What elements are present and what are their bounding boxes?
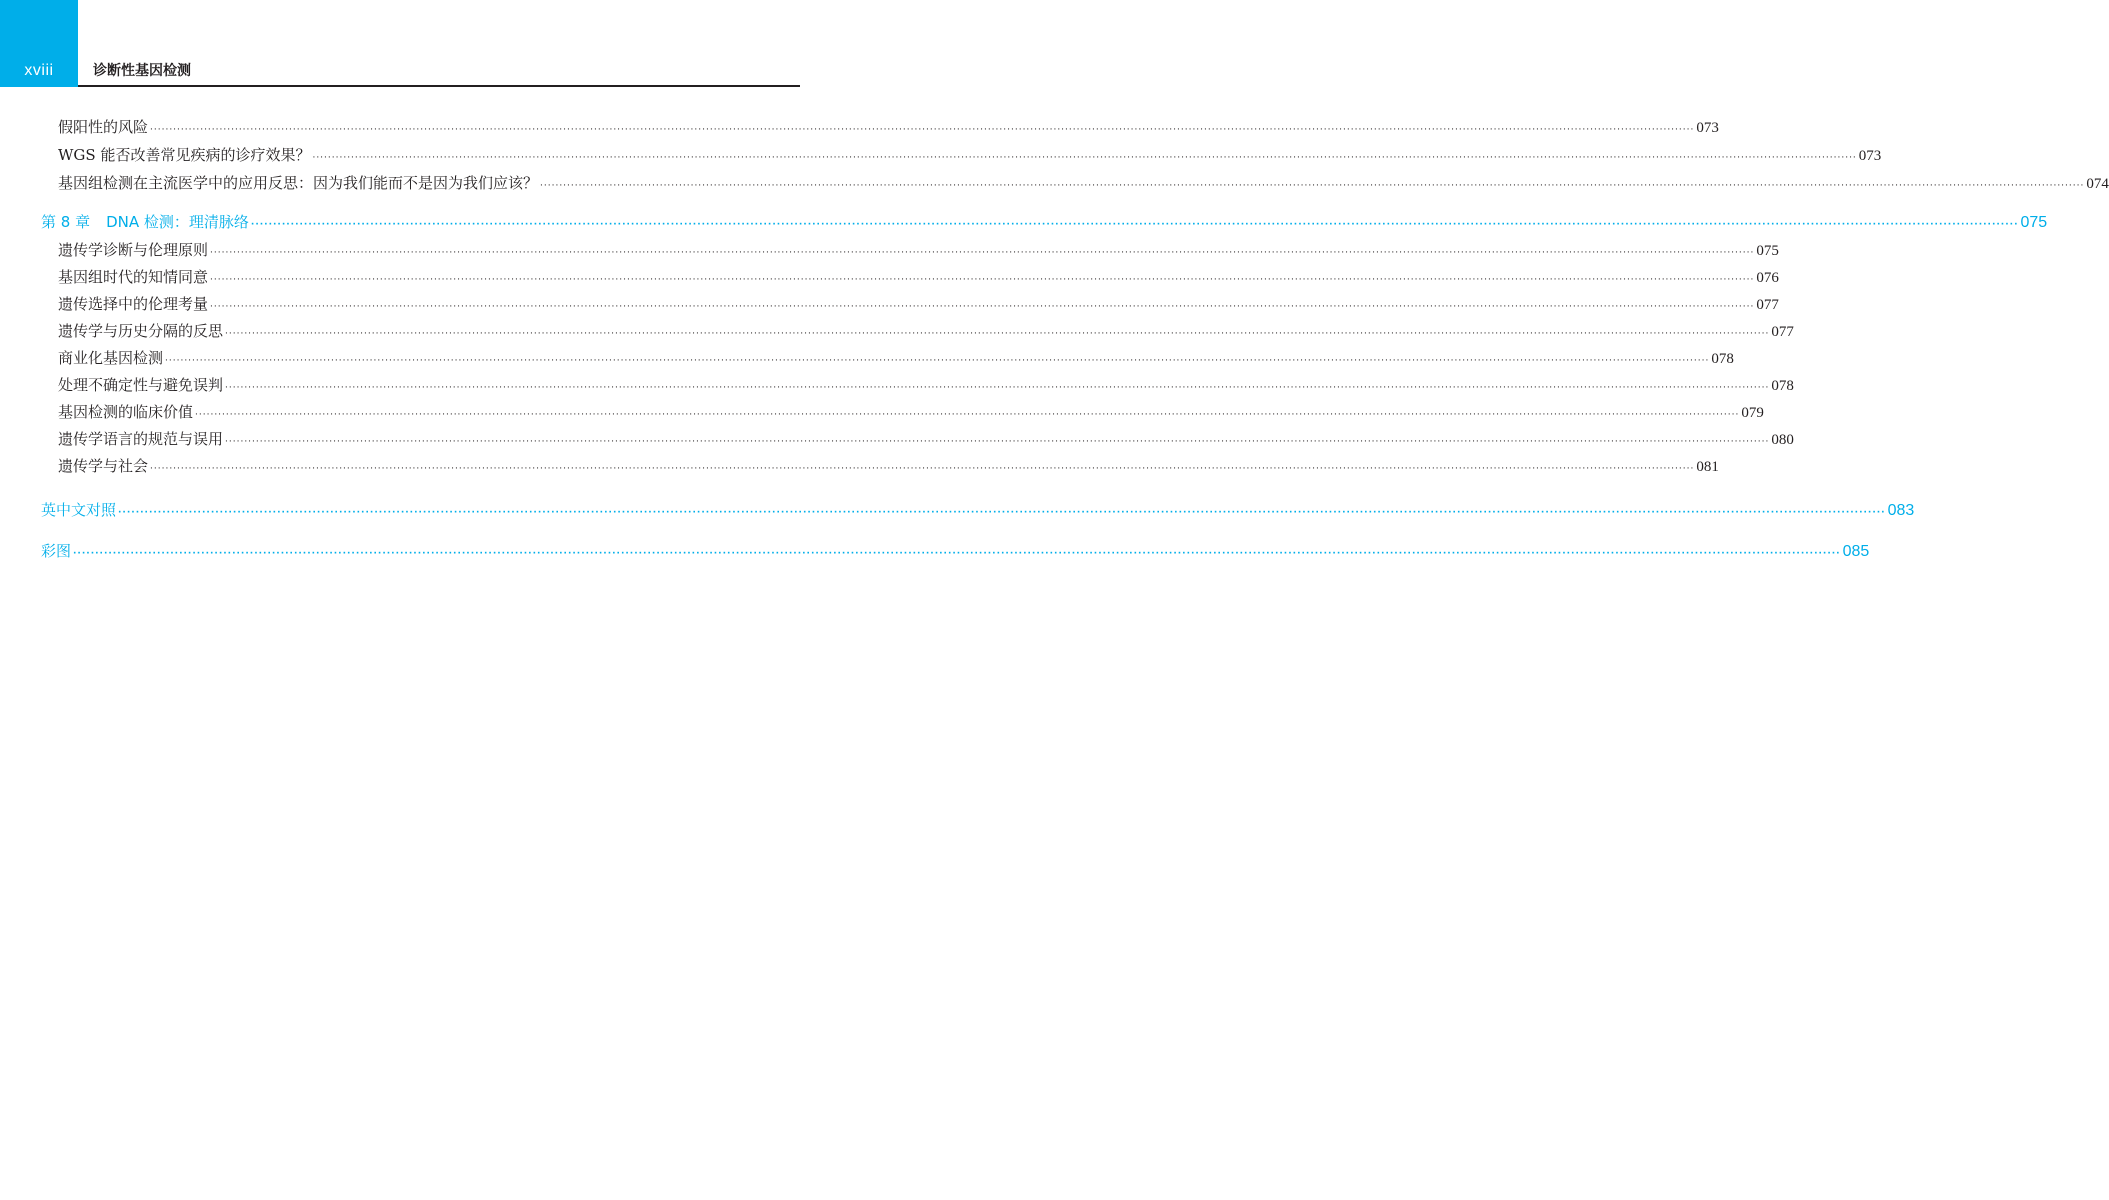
toc-entry-page: 077 [1771, 324, 1794, 340]
toc-entry[interactable] [58, 264, 1779, 293]
toc-entry-page: 081 [1696, 459, 1719, 475]
chapter-label: 第 8 章 [41, 213, 91, 231]
dot-leader: ················································································································································································································································································································································································································ [225, 437, 1770, 447]
color-plates-title: 彩图 [41, 542, 72, 560]
toc-entry[interactable] [58, 291, 1779, 320]
toc-entry[interactable] [58, 318, 1794, 347]
toc-entry-page: 076 [1756, 270, 1779, 286]
toc-entry[interactable] [58, 399, 1764, 428]
toc-entry-title: 遗传学语言的规范与误用 [58, 430, 224, 448]
dot-leader: ················································································································································································································································································································································································································ [225, 329, 1770, 339]
dot-leader: ················································································································································································································································································································································································································ [210, 275, 1755, 285]
toc-entry-page: 078 [1711, 351, 1734, 367]
toc-entry-title: 假阳性的风险 [58, 118, 149, 136]
dot-leader: ················································································································································································································································································································································································································ [210, 248, 1755, 258]
toc-entry[interactable] [58, 170, 2109, 199]
glossary-title: 英中文对照 [41, 501, 117, 519]
toc-entry-title: 基因检测的临床价值 [58, 403, 194, 421]
running-title: 诊断性基因检测 [93, 63, 191, 79]
toc-entry-title: 遗传选择中的伦理考量 [58, 295, 209, 313]
toc-entry-page: 077 [1756, 297, 1779, 313]
toc-entry-title: 遗传学与社会 [58, 457, 149, 475]
toc-entry-title: 基因组检测在主流医学中的应用反思：因为我们能而不是因为我们应该？ [58, 174, 539, 192]
toc-entry[interactable] [58, 345, 1734, 374]
toc-chapter-8[interactable] [41, 209, 2048, 238]
toc-entry[interactable] [58, 114, 1719, 143]
dot-leader: ················································································································································································································································································································································································································ [195, 410, 1740, 420]
toc-entry-title: 商业化基因检测 [58, 349, 164, 367]
chapter-name: DNA 检测：理清脉络 [106, 213, 249, 231]
dot-leader: ················································································································································································································································································································································································································ [165, 356, 1710, 366]
glossary-page: 083 [1887, 502, 1915, 519]
toc-entry-page: 080 [1771, 432, 1794, 448]
chapter-title [41, 209, 249, 235]
toc-entry-title: 遗传学与历史分隔的反思 [58, 322, 224, 340]
chapter-page: 075 [2020, 214, 2048, 231]
toc-entry-page: 078 [1771, 378, 1794, 394]
dot-leader: ················································································································································································································································································································································································································ [225, 383, 1770, 393]
toc-entry-title: WGS 能否改善常见疾病的诊疗效果？ [58, 146, 311, 164]
dot-leader: ················································································································································································································································································································································································································ [118, 508, 1886, 518]
toc-glossary[interactable] [41, 497, 1915, 526]
toc-entry[interactable] [58, 237, 1779, 266]
toc-entry-title: 处理不确定性与避免误判 [58, 376, 224, 394]
toc-entry[interactable] [58, 453, 1719, 482]
dot-leader: ················································································································································································································································································································································································································ [150, 125, 1695, 135]
toc-color-plates[interactable] [41, 538, 1870, 567]
toc-entry-title: 基因组时代的知情同意 [58, 268, 209, 286]
color-plates-page: 085 [1842, 543, 1870, 560]
dot-leader: ················································································································································································································································································································································································································ [312, 153, 1857, 163]
dot-leader: ················································································································································································································································································································································································································ [73, 549, 1841, 559]
dot-leader: ················································································································································································································································································································································································································ [210, 302, 1755, 312]
toc-entry-page: 079 [1741, 405, 1764, 421]
toc-entry-page: 073 [1696, 120, 1719, 136]
dot-leader: ················································································································································································································································································································································································································ [150, 464, 1695, 474]
page-header [0, 0, 800, 87]
toc-entry-page: 075 [1756, 243, 1779, 259]
toc-entry-page: 074 [2086, 176, 2109, 192]
header-rule [78, 85, 800, 87]
toc-entry[interactable] [58, 372, 1794, 401]
dot-leader: ················································································································································································································································································································································································································ [250, 220, 2019, 230]
toc-entry-title: 遗传学诊断与伦理原则 [58, 241, 209, 259]
page-number: xviii [24, 62, 54, 79]
toc-entry-page: 073 [1858, 148, 1882, 164]
toc-entry[interactable] [58, 142, 1882, 171]
toc-entry[interactable] [58, 426, 1794, 455]
dot-leader: ················································································································································································································································································································································································································ [540, 181, 2085, 191]
